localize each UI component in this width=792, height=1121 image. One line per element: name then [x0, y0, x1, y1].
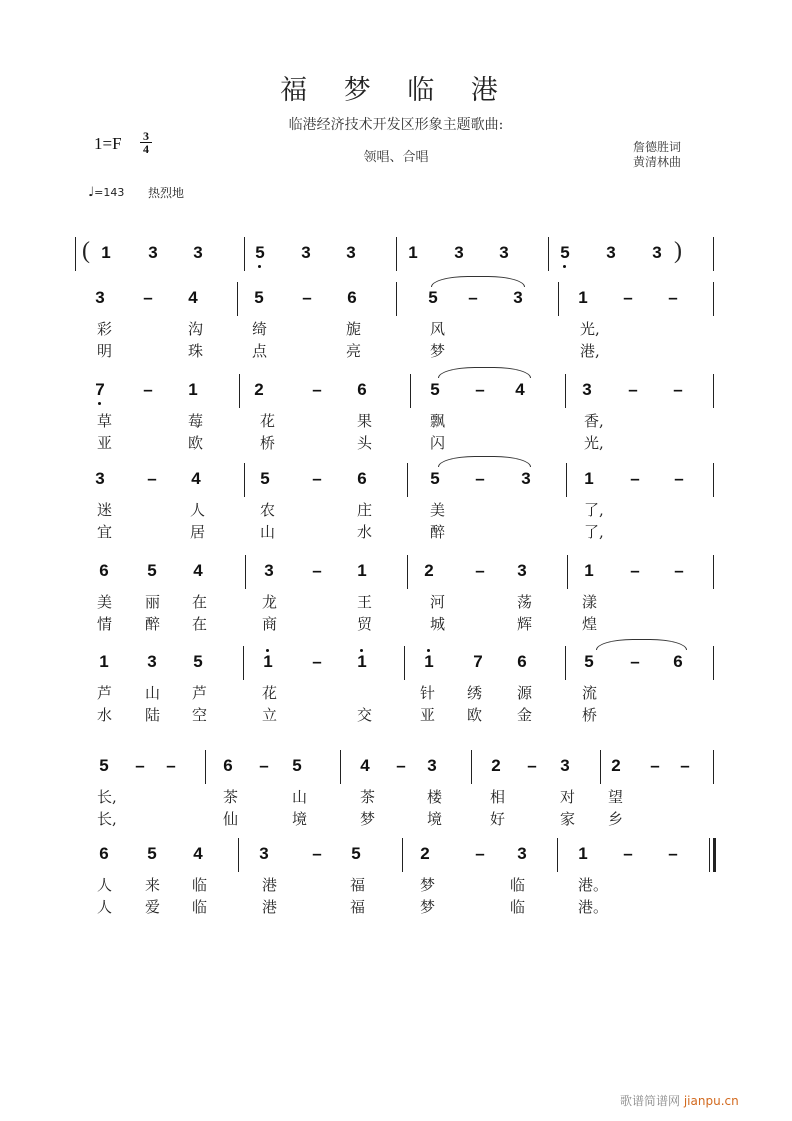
lyric-verse-2: 梦	[420, 898, 436, 916]
duration-dash: –	[680, 756, 690, 775]
watermark-text: 歌谱简谱网	[620, 1094, 681, 1108]
lyric-verse-1: 芦	[192, 684, 208, 702]
note: 3	[147, 652, 157, 671]
lyric-verse-2: 贸	[357, 615, 373, 633]
lyric-verse-2: 福	[350, 898, 366, 916]
note: 5	[428, 288, 438, 307]
bar-line	[557, 838, 558, 872]
note: 5	[147, 561, 157, 580]
lyric-verse-2: 港,	[580, 342, 600, 360]
duration-dash: –	[475, 561, 485, 580]
lyric-verse-2: 欧	[467, 706, 483, 724]
expression-marking: 热烈地	[148, 186, 185, 200]
note: 6	[347, 288, 357, 307]
lyric-verse-1: 港。	[578, 876, 609, 894]
duration-dash: –	[302, 288, 312, 307]
note: 2	[611, 756, 621, 775]
bar-line	[75, 237, 76, 271]
note: 3	[517, 561, 527, 580]
lyric-verse-1: 芦	[97, 684, 113, 702]
bar-line	[713, 237, 714, 271]
lyric-verse-1: 楼	[427, 788, 443, 806]
final-bar-thick	[713, 838, 716, 872]
bar-line	[565, 646, 566, 680]
note: 6	[357, 469, 367, 488]
lyric-verse-2: 境	[292, 810, 308, 828]
note: 3	[427, 756, 437, 775]
lyric-verse-1: 旎	[346, 320, 362, 338]
duration-dash: –	[396, 756, 406, 775]
lyric-verse-1: 相	[490, 788, 506, 806]
lyric-verse-1: 绮	[252, 320, 268, 338]
bar-line	[407, 463, 408, 497]
lyric-verse-1: 美	[430, 501, 446, 519]
lyric-verse-2: 桥	[582, 706, 598, 724]
slur-arc	[438, 367, 531, 378]
bar-line	[548, 237, 549, 271]
lyric-verse-1: 源	[517, 684, 533, 702]
lyric-verse-2: 临	[510, 898, 526, 916]
duration-dash: –	[475, 844, 485, 863]
lyric-verse-1: 果	[357, 412, 373, 430]
lyric-verse-1: 人	[97, 876, 113, 894]
lyric-verse-2: 情	[97, 615, 113, 633]
lyric-verse-2: 城	[430, 615, 446, 633]
lyric-verse-2: 境	[427, 810, 443, 828]
duration-dash: –	[628, 380, 638, 399]
lyric-verse-2: 陆	[145, 706, 161, 724]
note: 2	[420, 844, 430, 863]
lyric-verse-1: 丽	[145, 593, 161, 611]
lyric-verse-2: 在	[192, 615, 208, 633]
bar-line	[404, 646, 405, 680]
bar-line	[600, 750, 601, 784]
lyric-verse-2: 明	[97, 342, 113, 360]
bar-line	[407, 555, 408, 589]
note: 5	[250, 243, 270, 263]
duration-dash: –	[623, 844, 633, 863]
lyric-verse-2: 亚	[97, 434, 113, 452]
lyric-verse-1: 对	[560, 788, 576, 806]
note: 1	[578, 288, 588, 307]
duration-dash: –	[312, 652, 322, 671]
note: 1	[101, 243, 111, 262]
lyric-verse-1: 针	[420, 684, 436, 702]
note: 5	[430, 380, 440, 399]
duration-dash: –	[630, 652, 640, 671]
lyric-verse-1: 来	[145, 876, 161, 894]
duration-dash: –	[468, 288, 478, 307]
bar-line	[410, 374, 411, 408]
tempo-marking	[88, 185, 124, 200]
lyric-verse-2: 醉	[145, 615, 161, 633]
lyric-verse-2: 商	[262, 615, 278, 633]
bar-line	[205, 750, 206, 784]
song-subtitle: 临港经济技术开发区形象主题歌曲:	[288, 117, 504, 133]
note: 5	[147, 844, 157, 863]
lyric-verse-1: 沟	[188, 320, 204, 338]
note: 3	[517, 844, 527, 863]
tempo-value: =143	[94, 186, 125, 199]
lyric-verse-1: 农	[260, 501, 276, 519]
lyric-verse-2: 水	[357, 523, 373, 541]
lyric-verse-2: 港。	[578, 898, 609, 916]
bar-line	[713, 282, 714, 316]
lyric-verse-2: 了,	[584, 523, 604, 541]
song-title: 福 梦 临 港	[280, 75, 512, 106]
lyric-verse-1: 望	[608, 788, 624, 806]
bar-line	[239, 374, 240, 408]
note: 6	[223, 756, 233, 775]
lyric-verse-2: 乡	[608, 810, 624, 828]
lyric-verse-2: 金	[517, 706, 533, 724]
duration-dash: –	[166, 756, 176, 775]
note: 2	[254, 380, 264, 399]
repeat-paren: (	[82, 238, 90, 264]
lyric-verse-1: 茶	[360, 788, 376, 806]
note: 4	[191, 469, 201, 488]
note: 5	[260, 469, 270, 488]
duration-dash: –	[312, 561, 322, 580]
watermark	[620, 1092, 739, 1109]
lyricist-credit: 詹德胜词	[633, 140, 682, 154]
slur-arc	[431, 276, 525, 287]
note: 3	[606, 243, 616, 262]
lyric-verse-2: 梦	[360, 810, 376, 828]
key-signature: 1=F	[94, 134, 122, 153]
note: 5	[99, 756, 109, 775]
lyric-verse-1: 绣	[467, 684, 483, 702]
bar-line	[237, 282, 238, 316]
duration-dash: –	[674, 561, 684, 580]
final-bar-thin	[709, 838, 710, 872]
bar-line	[396, 237, 397, 271]
note: 5	[292, 756, 302, 775]
lyric-verse-1: 王	[357, 593, 373, 611]
lyric-verse-2: 爱	[145, 898, 161, 916]
lyric-verse-2: 立	[262, 706, 278, 724]
note: 1	[99, 652, 109, 671]
note: 6	[673, 652, 683, 671]
lyric-verse-1: 美	[97, 593, 113, 611]
quarter-note-icon: ♩	[88, 185, 95, 200]
duration-dash: –	[650, 756, 660, 775]
duration-dash: –	[475, 469, 485, 488]
lyric-verse-1: 龙	[262, 593, 278, 611]
note: 5	[193, 652, 203, 671]
note: 6	[517, 652, 527, 671]
duration-dash: –	[630, 469, 640, 488]
lyric-verse-1: 临	[192, 876, 208, 894]
lyric-verse-2: 人	[97, 898, 113, 916]
lyric-verse-1: 山	[145, 684, 161, 702]
note: 1	[408, 243, 418, 262]
lyric-verse-2: 欧	[188, 434, 204, 452]
performance-type: 领唱、合唱	[363, 150, 429, 165]
lyric-verse-1: 风	[430, 320, 446, 338]
bar-line	[713, 750, 714, 784]
lyric-verse-1: 莓	[188, 412, 204, 430]
lyric-verse-2: 水	[97, 706, 113, 724]
lyric-verse-1: 漾	[582, 593, 598, 611]
lyric-verse-2: 梦	[430, 342, 446, 360]
duration-dash: –	[673, 380, 683, 399]
lyric-verse-1: 河	[430, 593, 446, 611]
note: 5	[555, 243, 575, 263]
lyric-verse-1: 在	[192, 593, 208, 611]
duration-dash: –	[475, 380, 485, 399]
lyric-verse-2: 闪	[430, 434, 446, 452]
note: 4	[188, 288, 198, 307]
duration-dash: –	[312, 380, 322, 399]
note: 5	[351, 844, 361, 863]
lyric-verse-1: 流	[582, 684, 598, 702]
lyric-verse-1: 福	[350, 876, 366, 894]
lyric-verse-2: 桥	[260, 434, 276, 452]
bar-line	[567, 555, 568, 589]
duration-dash: –	[143, 288, 153, 307]
lyric-verse-2: 港	[262, 898, 278, 916]
note: 1	[584, 469, 594, 488]
lyric-verse-1: 迷	[97, 501, 113, 519]
note: 4	[193, 844, 203, 863]
lyric-verse-1: 梦	[420, 876, 436, 894]
time-signature-top: 3	[140, 130, 152, 143]
note: 5	[430, 469, 440, 488]
lyric-verse-2: 仙	[223, 810, 239, 828]
note: 7	[90, 380, 110, 400]
lyric-verse-2: 亮	[346, 342, 362, 360]
note: 3	[513, 288, 523, 307]
lyric-verse-1: 人	[190, 501, 206, 519]
note: 6	[99, 561, 109, 580]
note: 1	[188, 380, 198, 399]
lyric-verse-2: 空	[192, 706, 208, 724]
note: 2	[491, 756, 501, 775]
lyric-verse-2: 交	[357, 706, 373, 724]
duration-dash: –	[527, 756, 537, 775]
duration-dash: –	[668, 288, 678, 307]
duration-dash: –	[135, 756, 145, 775]
bar-line	[245, 555, 246, 589]
note: 5	[254, 288, 264, 307]
note: 1	[584, 561, 594, 580]
note: 1	[258, 652, 278, 672]
lyric-verse-1: 临	[510, 876, 526, 894]
bar-line	[471, 750, 472, 784]
duration-dash: –	[259, 756, 269, 775]
note: 4	[360, 756, 370, 775]
lyric-verse-1: 了,	[584, 501, 604, 519]
note: 7	[473, 652, 483, 671]
bar-line	[565, 374, 566, 408]
note: 3	[259, 844, 269, 863]
lyric-verse-2: 醉	[430, 523, 446, 541]
lyric-verse-2: 宜	[97, 523, 113, 541]
bar-line	[340, 750, 341, 784]
note: 3	[454, 243, 464, 262]
lyric-verse-1: 长,	[97, 788, 117, 806]
note: 3	[560, 756, 570, 775]
duration-dash: –	[147, 469, 157, 488]
note: 3	[521, 469, 531, 488]
lyric-verse-1: 荡	[517, 593, 533, 611]
lyric-verse-2: 临	[192, 898, 208, 916]
note: 3	[652, 243, 662, 262]
slur-arc	[438, 456, 531, 467]
slur-arc	[596, 639, 687, 650]
duration-dash: –	[312, 469, 322, 488]
bar-line	[566, 463, 567, 497]
note: 3	[346, 243, 356, 262]
lyric-verse-2: 光,	[584, 434, 604, 452]
note: 3	[499, 243, 509, 262]
note: 3	[95, 288, 105, 307]
note: 4	[193, 561, 203, 580]
bar-line	[713, 646, 714, 680]
bar-line	[238, 838, 239, 872]
bar-line	[396, 282, 397, 316]
lyric-verse-2: 头	[357, 434, 373, 452]
lyric-verse-2: 山	[260, 523, 276, 541]
bar-line	[558, 282, 559, 316]
duration-dash: –	[668, 844, 678, 863]
note: 3	[301, 243, 311, 262]
lyric-verse-1: 光,	[580, 320, 600, 338]
duration-dash: –	[143, 380, 153, 399]
repeat-paren: )	[674, 238, 682, 264]
note: 1	[578, 844, 588, 863]
note: 3	[582, 380, 592, 399]
note: 2	[424, 561, 434, 580]
note: 1	[352, 652, 372, 672]
lyric-verse-1: 草	[97, 412, 113, 430]
lyric-verse-1: 飘	[430, 412, 446, 430]
note: 3	[264, 561, 274, 580]
lyric-verse-1: 山	[292, 788, 308, 806]
duration-dash: –	[312, 844, 322, 863]
lyric-verse-1: 花	[260, 412, 276, 430]
note: 3	[193, 243, 203, 262]
note: 1	[357, 561, 367, 580]
lyric-verse-2: 点	[252, 342, 268, 360]
duration-dash: –	[623, 288, 633, 307]
lyric-verse-2: 长,	[97, 810, 117, 828]
lyric-verse-2: 辉	[517, 615, 533, 633]
lyric-verse-1: 彩	[97, 320, 113, 338]
lyric-verse-2: 珠	[188, 342, 204, 360]
note: 3	[95, 469, 105, 488]
bar-line	[402, 838, 403, 872]
duration-dash: –	[630, 561, 640, 580]
note: 6	[99, 844, 109, 863]
bar-line	[243, 646, 244, 680]
duration-dash: –	[674, 469, 684, 488]
note: 3	[148, 243, 158, 262]
lyric-verse-2: 煌	[582, 615, 598, 633]
bar-line	[713, 463, 714, 497]
note: 6	[357, 380, 367, 399]
composer-credit: 黄清林曲	[633, 155, 682, 169]
bar-line	[244, 463, 245, 497]
lyric-verse-2: 家	[560, 810, 576, 828]
bar-line	[713, 555, 714, 589]
note: 5	[584, 652, 594, 671]
lyric-verse-1: 香,	[584, 412, 604, 430]
lyric-verse-1: 港	[262, 876, 278, 894]
lyric-verse-1: 茶	[223, 788, 239, 806]
lyric-verse-2: 居	[190, 523, 206, 541]
lyric-verse-2: 亚	[420, 706, 436, 724]
time-signature-bottom: 4	[143, 142, 149, 156]
bar-line	[244, 237, 245, 271]
lyric-verse-2: 好	[490, 810, 506, 828]
note: 1	[419, 652, 439, 672]
bar-line	[713, 374, 714, 408]
note: 4	[515, 380, 525, 399]
lyric-verse-1: 庄	[357, 501, 373, 519]
lyric-verse-1: 花	[262, 684, 278, 702]
watermark-site: jianpu.cn	[683, 1094, 739, 1108]
